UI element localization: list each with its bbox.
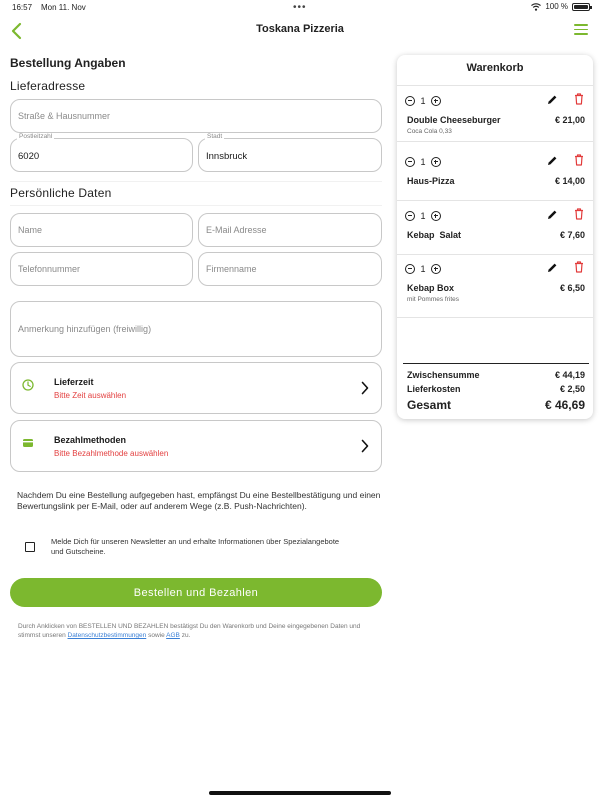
company-field[interactable] [198,252,382,286]
payment-method-selector[interactable] [10,420,382,472]
minus-circle-icon[interactable] [405,264,415,274]
cart-divider [397,317,593,318]
chevron-right-icon [361,439,369,453]
clock-icon [22,379,34,391]
item-price: € 7,60 [559,230,585,240]
name-field[interactable] [10,213,193,247]
status-right [531,2,590,11]
phone-placeholder: Telefonnummer [18,264,81,274]
payment-method-title: Bezahlmethoden [54,435,127,445]
status-time: 16:57 [12,3,33,12]
legal-suffix: zu. [181,632,191,639]
name-placeholder: Name [18,225,43,235]
delivery-time-hint: Bitte Zeit auswählen [54,391,127,400]
minus-circle-icon[interactable] [405,211,415,221]
pencil-icon[interactable] [547,94,558,105]
item-quantity: 1 [420,211,426,221]
delivery-time-title: Lieferzeit [54,377,94,387]
quantity-stepper [405,157,441,167]
trash-icon[interactable] [574,154,584,166]
plus-circle-icon[interactable] [431,211,441,221]
address-section-heading: Lieferadresse [10,79,86,93]
cart-item [397,87,593,140]
payment-method-hint: Bitte Bezahlmethode auswählen [54,449,169,458]
hamburger-menu-icon[interactable] [574,24,588,36]
item-price: € 14,00 [554,176,585,186]
item-name: Kebap Salat [407,230,462,240]
note-placeholder: Anmerkung hinzufügen (freiwillig) [18,324,152,334]
quantity-stepper [405,264,441,274]
legal-notice [18,622,378,640]
item-quantity: 1 [420,157,426,167]
item-price: € 6,50 [559,283,585,293]
pencil-icon[interactable] [547,209,558,220]
cart-divider [397,141,593,142]
delivery-cost-value: € 2,50 [559,384,585,394]
total-value: € 46,69 [544,398,585,412]
cart-divider [397,85,593,86]
pencil-icon[interactable] [547,262,558,273]
section-divider [10,181,382,182]
plus-circle-icon[interactable] [431,157,441,167]
back-chevron-icon [8,20,28,42]
battery-percent: 100 % [545,2,568,11]
zip-label: Postleitzahl [19,133,53,140]
delivery-cost-row [407,384,585,394]
wallet-icon [22,437,34,449]
personal-section-heading: Persönliche Daten [10,186,112,200]
privacy-policy-link[interactable]: Datenschutzbestimmungen [67,632,147,639]
order-info-text: Nachdem Du eine Bestellung aufgegeben hast, empfängst Du eine Bestellbestätigung und einen Bewertungslink per E-Mail, oder auf anderem Wege (z.B. Push-Nachrichten). [17,490,381,511]
cart-panel [397,55,593,419]
item-note: mit Pommes frites [407,296,460,303]
total-row [407,398,585,412]
order-and-pay-button[interactable]: Bestellen und Bezahlen [10,578,382,607]
home-indicator[interactable] [209,791,391,795]
page-title: Toskana Pizzeria [256,23,344,35]
zip-field[interactable] [10,133,193,172]
plus-circle-icon[interactable] [431,264,441,274]
wifi-icon [531,3,541,11]
subtotal-value: € 44,19 [554,370,585,380]
legal-middle: sowie [148,632,165,639]
city-label: Stadt [207,133,223,140]
trash-icon[interactable] [574,261,584,273]
item-note: Coca Cola 0,33 [407,128,452,135]
subtotal-label: Zwischensumme [407,370,480,380]
order-details-heading: Bestellung Angaben [10,56,126,70]
cart-item [397,255,593,308]
summary-divider [403,363,589,364]
minus-circle-icon[interactable] [405,157,415,167]
quantity-stepper [405,96,441,106]
cart-item [397,202,593,255]
cart-item [397,148,593,201]
section-divider [10,205,382,206]
battery-icon [572,3,590,11]
item-quantity: 1 [420,264,426,274]
zip-value: 6020 [18,151,40,163]
status-bar [0,0,600,14]
total-label: Gesamt [407,398,452,412]
subtotal-row [407,370,585,380]
minus-circle-icon[interactable] [405,96,415,106]
newsletter-checkbox[interactable] [25,542,35,552]
street-placeholder: Straße & Hausnummer [18,111,111,121]
agb-link[interactable]: AGB [166,632,180,639]
quantity-stepper [405,211,441,221]
email-field[interactable] [198,213,382,247]
note-field[interactable] [10,301,382,357]
item-price: € 21,00 [554,115,585,125]
pencil-icon[interactable] [547,155,558,166]
delivery-time-selector[interactable] [10,362,382,414]
city-value: Innsbruck [206,151,248,163]
city-field[interactable] [198,133,382,172]
trash-icon[interactable] [574,93,584,105]
cart-divider [397,200,593,201]
delivery-cost-label: Lieferkosten [407,384,461,394]
phone-field[interactable] [10,252,193,286]
trash-icon[interactable] [574,208,584,220]
newsletter-label: Melde Dich für unseren Newsletter an und erhalte Informationen über Spezialangebote und Gutscheine. [51,537,340,556]
plus-circle-icon[interactable] [431,96,441,106]
multitasking-dots-icon[interactable]: ••• [293,2,307,13]
email-placeholder: E-Mail Adresse [206,225,267,235]
item-name: Haus-Pizza [407,176,455,186]
legal-prefix: Durch Anklicken von BESTELLEN UND BEZAHLEN bestätigst Du den Warenkorb und Deine eingegebenen Daten und stimmst unseren [18,623,361,639]
chevron-right-icon [361,381,369,395]
company-placeholder: Firmenname [206,264,257,274]
item-name: Double Cheeseburger [407,115,501,125]
item-quantity: 1 [420,96,426,106]
status-date: Mon 11. Nov [41,3,86,12]
item-name: Kebap Box [407,283,455,293]
street-field[interactable] [10,99,382,133]
back-button[interactable] [8,20,28,42]
cart-title: Warenkorb [466,62,524,74]
